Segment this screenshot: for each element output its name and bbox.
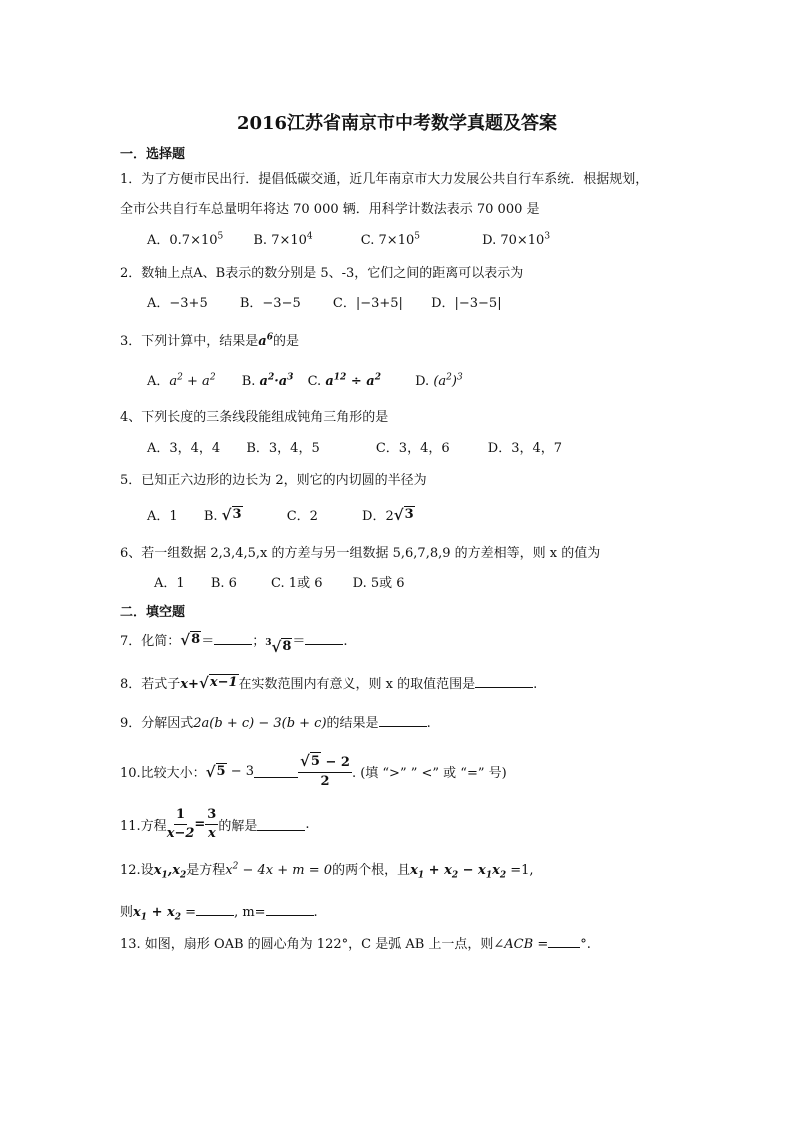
answer-blank[interactable] [214, 632, 252, 645]
option-a: A．$a^2 + a^2$ [147, 372, 216, 389]
option-c: C. $7\times 10^5$ [360, 231, 420, 248]
question-12-line-1: 12.设$x_1,x_2$是方程$x^2 - 4x + m = 0$的两个根，且$x_1 + x_2 - x_1x_2 =1$, [120, 861, 534, 881]
option-b: B．−3−5 [239, 296, 301, 311]
question-4: 4、下列长度的三条线段能组成钝角三角形的是 [120, 410, 389, 425]
option-c: C．3，4，6 [375, 441, 450, 456]
answer-blank[interactable] [305, 632, 343, 645]
sqrt-x-minus-1: √ x−1 [198, 674, 238, 692]
answer-blank[interactable] [257, 818, 305, 831]
question-3-options [147, 370, 463, 389]
sqrt-3: √ 3 [393, 506, 414, 524]
answer-blank[interactable] [475, 675, 533, 688]
section-choice-title: 一．选择题 [120, 147, 186, 162]
option-d: D. $70\times 10^3$ [482, 231, 551, 248]
question-6-options [154, 572, 405, 591]
question-13: 13. 如图，扇形 OAB 的圆心角为 122°，C 是弧 AB 上一点，则∠ACB = °. [120, 937, 591, 952]
answer-blank[interactable] [196, 903, 234, 916]
option-b: B. 6 [210, 576, 237, 591]
option-b: B. $7\times 10^4$ [253, 231, 313, 248]
option-c: C．2 [286, 509, 318, 524]
option-b: B．3，4，5 [246, 441, 320, 456]
question-5-options [147, 505, 415, 524]
question-11: 11.方程 $\frac{1}{x-2}$ = $\frac{3}{x}$ 的解是 . [120, 807, 310, 841]
option-b: B. $a^2\cdot a^3$ [241, 372, 294, 389]
option-d: D．3，4，7 [487, 441, 563, 456]
page-title: 2016江苏省南京市中考数学真题及答案 [236, 113, 558, 134]
fraction-3-over-x: $\frac{3}{x}$ [207, 807, 217, 841]
question-1-line-1: 1．为了方便市民出行．提倡低碳交通，近几年南京市大力发展公共自行车系统．根据规划， [120, 172, 649, 187]
option-a: A．−3+5 [147, 296, 208, 311]
q3-expression: $a^6$ [258, 332, 273, 349]
option-d: D. $(a^2)^3$ [415, 372, 463, 389]
question-3-text: 3．下列计算中，结果是 [120, 334, 259, 349]
question-7: 7．化简： √ 8 ＝ ； 3 √ 8 ＝ . [120, 631, 348, 656]
option-a: A．$0.7\times 10^5$ [147, 231, 224, 248]
option-d: D．|−3−5| [431, 296, 502, 311]
option-b: B. √ 3 [203, 506, 242, 524]
option-c: C. $a^{12} \div a^2$ [307, 372, 381, 389]
cbrt-8: 3 √ 8 [265, 638, 292, 656]
option-a: A．1 [154, 576, 185, 591]
sqrt-8: √ 8 [180, 631, 201, 649]
question-3-tail: 的是 [272, 334, 299, 349]
question-1-options [147, 229, 550, 248]
question-3 [120, 330, 299, 349]
option-d: D. 5或 6 [352, 576, 405, 591]
question-10: 10.比较大小： √ 5 − 3 √ 5 − 2 2 . (填 “>” ” <” 或 “=” 号) [120, 752, 507, 789]
question-9: 9．分解因式2a(b + c) − 3(b + c)的结果是 . [120, 716, 431, 731]
option-c: C．|−3+5| [332, 296, 403, 311]
fraction-sqrt5-minus-2-over-2: √ 5 − 2 2 [300, 752, 350, 789]
sqrt-5: √ 5 [205, 762, 226, 781]
question-4-options [147, 437, 562, 456]
option-c: C. 1或 6 [271, 576, 323, 591]
question-2: 2．数轴上点A、B表示的数分别是 5、-3，它们之间的距离可以表示为 [120, 266, 524, 281]
section-fill-title: 二．填空题 [120, 605, 186, 620]
option-a: A．3，4，4 [147, 441, 221, 456]
option-a: A．1 [147, 509, 178, 524]
question-6: 6、若一组数据 2,3,4,5,x 的方差与另一组数据 5,6,7,8,9 的方差相等，则 x 的值为 [120, 546, 601, 561]
question-12-line-2: 则$x_1 + x_2$ = , m= . [120, 905, 318, 923]
question-2-options [147, 292, 502, 311]
fraction-1-over-x-minus-2: $\frac{1}{x-2}$ [166, 807, 195, 841]
answer-blank[interactable] [548, 935, 580, 948]
option-d: D．2 √ 3 [362, 506, 414, 524]
question-1-line-2: 全市公共自行车总量明年将达 70 000 辆．用科学计数法表示 70 000 是 [120, 202, 540, 217]
sqrt-3: √ 3 [221, 506, 242, 524]
answer-blank[interactable] [254, 765, 298, 778]
answer-blank[interactable] [379, 714, 427, 727]
answer-blank[interactable] [266, 903, 314, 916]
question-8: 8．若式子x+ √ x−1 在实数范围内有意义，则 x 的取值范围是 . [120, 674, 538, 692]
question-5: 5．已知正六边形的边长为 2，则它的内切圆的半径为 [120, 473, 427, 488]
